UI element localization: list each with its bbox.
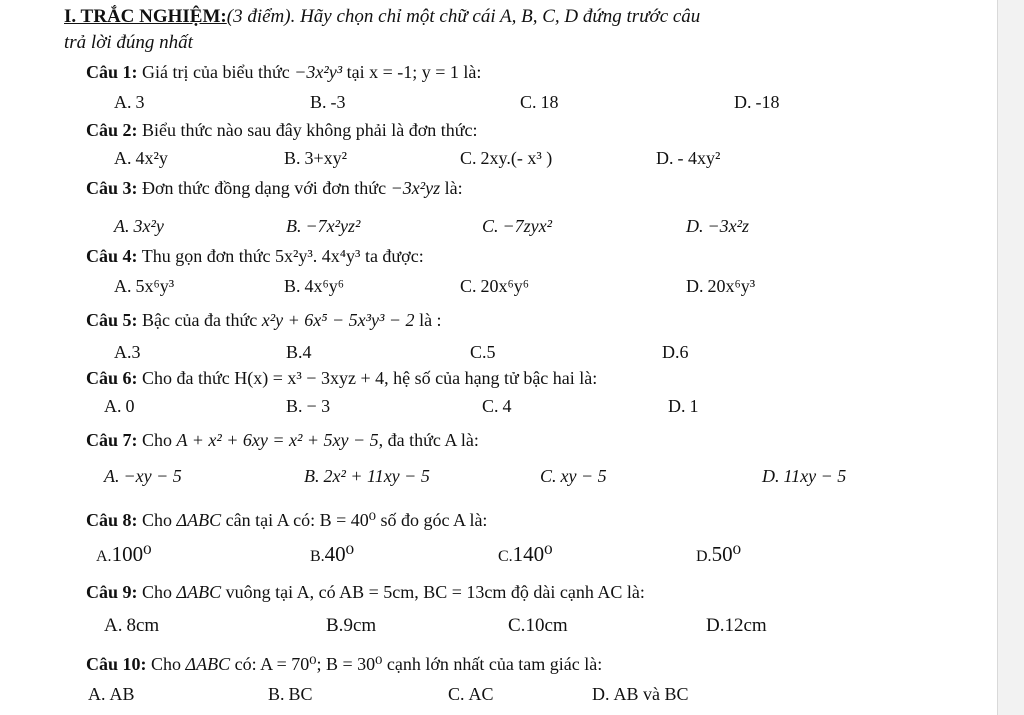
option-b[interactable]: B.4 bbox=[286, 342, 312, 362]
question-number: Câu 9: bbox=[86, 582, 138, 602]
question-number: Câu 10: bbox=[86, 654, 147, 674]
option-d[interactable]: D. 1 bbox=[668, 396, 699, 416]
question-tail: có: A = 70⁰; B = 30⁰ cạnh lớn nhất của tam giác là: bbox=[234, 654, 603, 674]
option-c[interactable]: C. 4 bbox=[482, 396, 512, 416]
option-a[interactable]: A. 3 bbox=[114, 92, 145, 112]
question-text: Cho bbox=[142, 510, 173, 530]
question-number: Câu 2: bbox=[86, 120, 138, 140]
page-edge-shadow bbox=[998, 0, 1024, 715]
question-expression: H(x) = x³ − 3xyz + 4, bbox=[234, 368, 389, 388]
question-5 bbox=[86, 308, 442, 332]
question-text: Cho bbox=[151, 654, 182, 674]
question-text: Thu gọn đơn thức bbox=[141, 246, 271, 266]
option-c[interactable]: C. 2xy.(- x³ ) bbox=[460, 148, 553, 168]
question-number: Câu 3: bbox=[86, 178, 138, 198]
option-c[interactable]: C.140⁰ bbox=[498, 542, 553, 566]
question-text: Biểu thức nào sau đây không phải là đơn thức: bbox=[142, 120, 478, 140]
question-expression: A + x² + 6xy = x² + 5xy − 5 bbox=[176, 430, 379, 450]
question-text: Cho đa thức bbox=[142, 368, 230, 388]
section-instructions: (3 điểm). Hãy chọn chỉ một chữ cái A, B, C, D đứng trước câu bbox=[226, 6, 701, 27]
question-4 bbox=[86, 244, 424, 268]
option-b[interactable]: B. −7x²yz² bbox=[286, 216, 361, 236]
question-6 bbox=[86, 366, 597, 390]
question-1 bbox=[86, 60, 481, 84]
question-2 bbox=[86, 118, 477, 142]
question-tail: là : bbox=[419, 310, 442, 330]
question-7 bbox=[86, 428, 479, 452]
option-a[interactable]: A.100⁰ bbox=[96, 542, 152, 566]
question-tail: cân tại A có: B = 40⁰ số đo góc A là: bbox=[225, 510, 488, 530]
option-a[interactable]: A.3 bbox=[114, 342, 141, 362]
option-a[interactable]: A. 5x⁶y³ bbox=[114, 276, 175, 296]
question-text: Bậc của đa thức bbox=[142, 310, 258, 330]
question-number: Câu 1: bbox=[86, 62, 138, 82]
question-number: Câu 6: bbox=[86, 368, 138, 388]
option-b[interactable]: B. 4x⁶y⁶ bbox=[284, 276, 345, 296]
option-d[interactable]: D. −3x²z bbox=[686, 216, 750, 236]
question-expression: x²y + 6x⁵ − 5x³y³ − 2 bbox=[261, 310, 415, 330]
question-tail: vuông tại A, có AB = 5cm, BC = 13cm độ dài cạnh AC là: bbox=[225, 582, 645, 602]
question-9 bbox=[86, 580, 645, 604]
question-number: Câu 4: bbox=[86, 246, 138, 266]
option-c[interactable]: C. 18 bbox=[520, 92, 559, 112]
option-b[interactable]: B.9cm bbox=[326, 615, 377, 636]
section-instructions-cont: trả lời đúng nhất bbox=[64, 32, 193, 53]
question-8 bbox=[86, 508, 487, 532]
question-3 bbox=[86, 176, 463, 200]
option-c[interactable]: C.10cm bbox=[508, 615, 568, 636]
question-number: Câu 8: bbox=[86, 510, 138, 530]
option-a[interactable]: A. 0 bbox=[104, 396, 135, 416]
option-c[interactable]: C.5 bbox=[470, 342, 496, 362]
option-d[interactable]: D. -18 bbox=[734, 92, 780, 112]
question-number: Câu 7: bbox=[86, 430, 138, 450]
option-d[interactable]: D. 11xy − 5 bbox=[762, 466, 847, 486]
question-tail: tại x = -1; y = 1 là: bbox=[346, 62, 482, 82]
option-d[interactable]: D.6 bbox=[662, 342, 689, 362]
option-c[interactable]: C. 20x⁶y⁶ bbox=[460, 276, 530, 296]
question-expression: ΔABC bbox=[176, 510, 222, 530]
option-a[interactable]: A. −xy − 5 bbox=[104, 466, 182, 486]
option-a[interactable]: A. 3x²y bbox=[114, 216, 164, 236]
section-header bbox=[64, 4, 700, 30]
option-d[interactable]: D.12cm bbox=[706, 615, 767, 636]
option-b[interactable]: B. 2x² + 11xy − 5 bbox=[304, 466, 430, 486]
question-text: Đơn thức đồng dạng với đơn thức bbox=[142, 178, 387, 198]
question-expression: 5x²y³. 4x⁴y³ bbox=[274, 246, 361, 266]
option-d[interactable]: D. AB và BC bbox=[592, 684, 689, 704]
question-text: Cho bbox=[142, 582, 173, 602]
option-c[interactable]: C. AC bbox=[448, 684, 494, 704]
option-c[interactable]: C. −7zyx² bbox=[482, 216, 553, 236]
question-text: Cho bbox=[142, 430, 173, 450]
option-b[interactable]: B. BC bbox=[268, 684, 313, 704]
page-edge-line bbox=[997, 0, 998, 715]
section-title: I. TRẮC NGHIỆM: bbox=[64, 6, 227, 27]
option-b[interactable]: B. -3 bbox=[310, 92, 346, 112]
question-expression: −3x²y³ bbox=[294, 62, 343, 82]
question-expression: ΔABC bbox=[176, 582, 222, 602]
option-b[interactable]: B. − 3 bbox=[286, 396, 331, 416]
question-number: Câu 5: bbox=[86, 310, 138, 330]
question-expression: −3x²yz bbox=[390, 178, 441, 198]
option-d[interactable]: D. - 4xy² bbox=[656, 148, 721, 168]
question-tail: ta được: bbox=[364, 246, 424, 266]
question-text: Giá trị của biểu thức bbox=[142, 62, 290, 82]
option-b[interactable]: B. 3+xy² bbox=[284, 148, 348, 168]
option-d[interactable]: D.50⁰ bbox=[696, 542, 741, 566]
question-tail: , đa thức A là: bbox=[378, 430, 479, 450]
option-b[interactable]: B.40⁰ bbox=[310, 542, 355, 566]
question-10 bbox=[86, 652, 602, 676]
question-tail: hệ số của hạng tử bậc hai là: bbox=[393, 368, 598, 388]
option-a[interactable]: A. AB bbox=[88, 684, 135, 704]
question-expression: ΔABC bbox=[185, 654, 231, 674]
option-c[interactable]: C. xy − 5 bbox=[540, 466, 607, 486]
question-tail: là: bbox=[444, 178, 463, 198]
option-a[interactable]: A. 8cm bbox=[104, 615, 160, 636]
option-d[interactable]: D. 20x⁶y³ bbox=[686, 276, 756, 296]
option-a[interactable]: A. 4x²y bbox=[114, 148, 168, 168]
